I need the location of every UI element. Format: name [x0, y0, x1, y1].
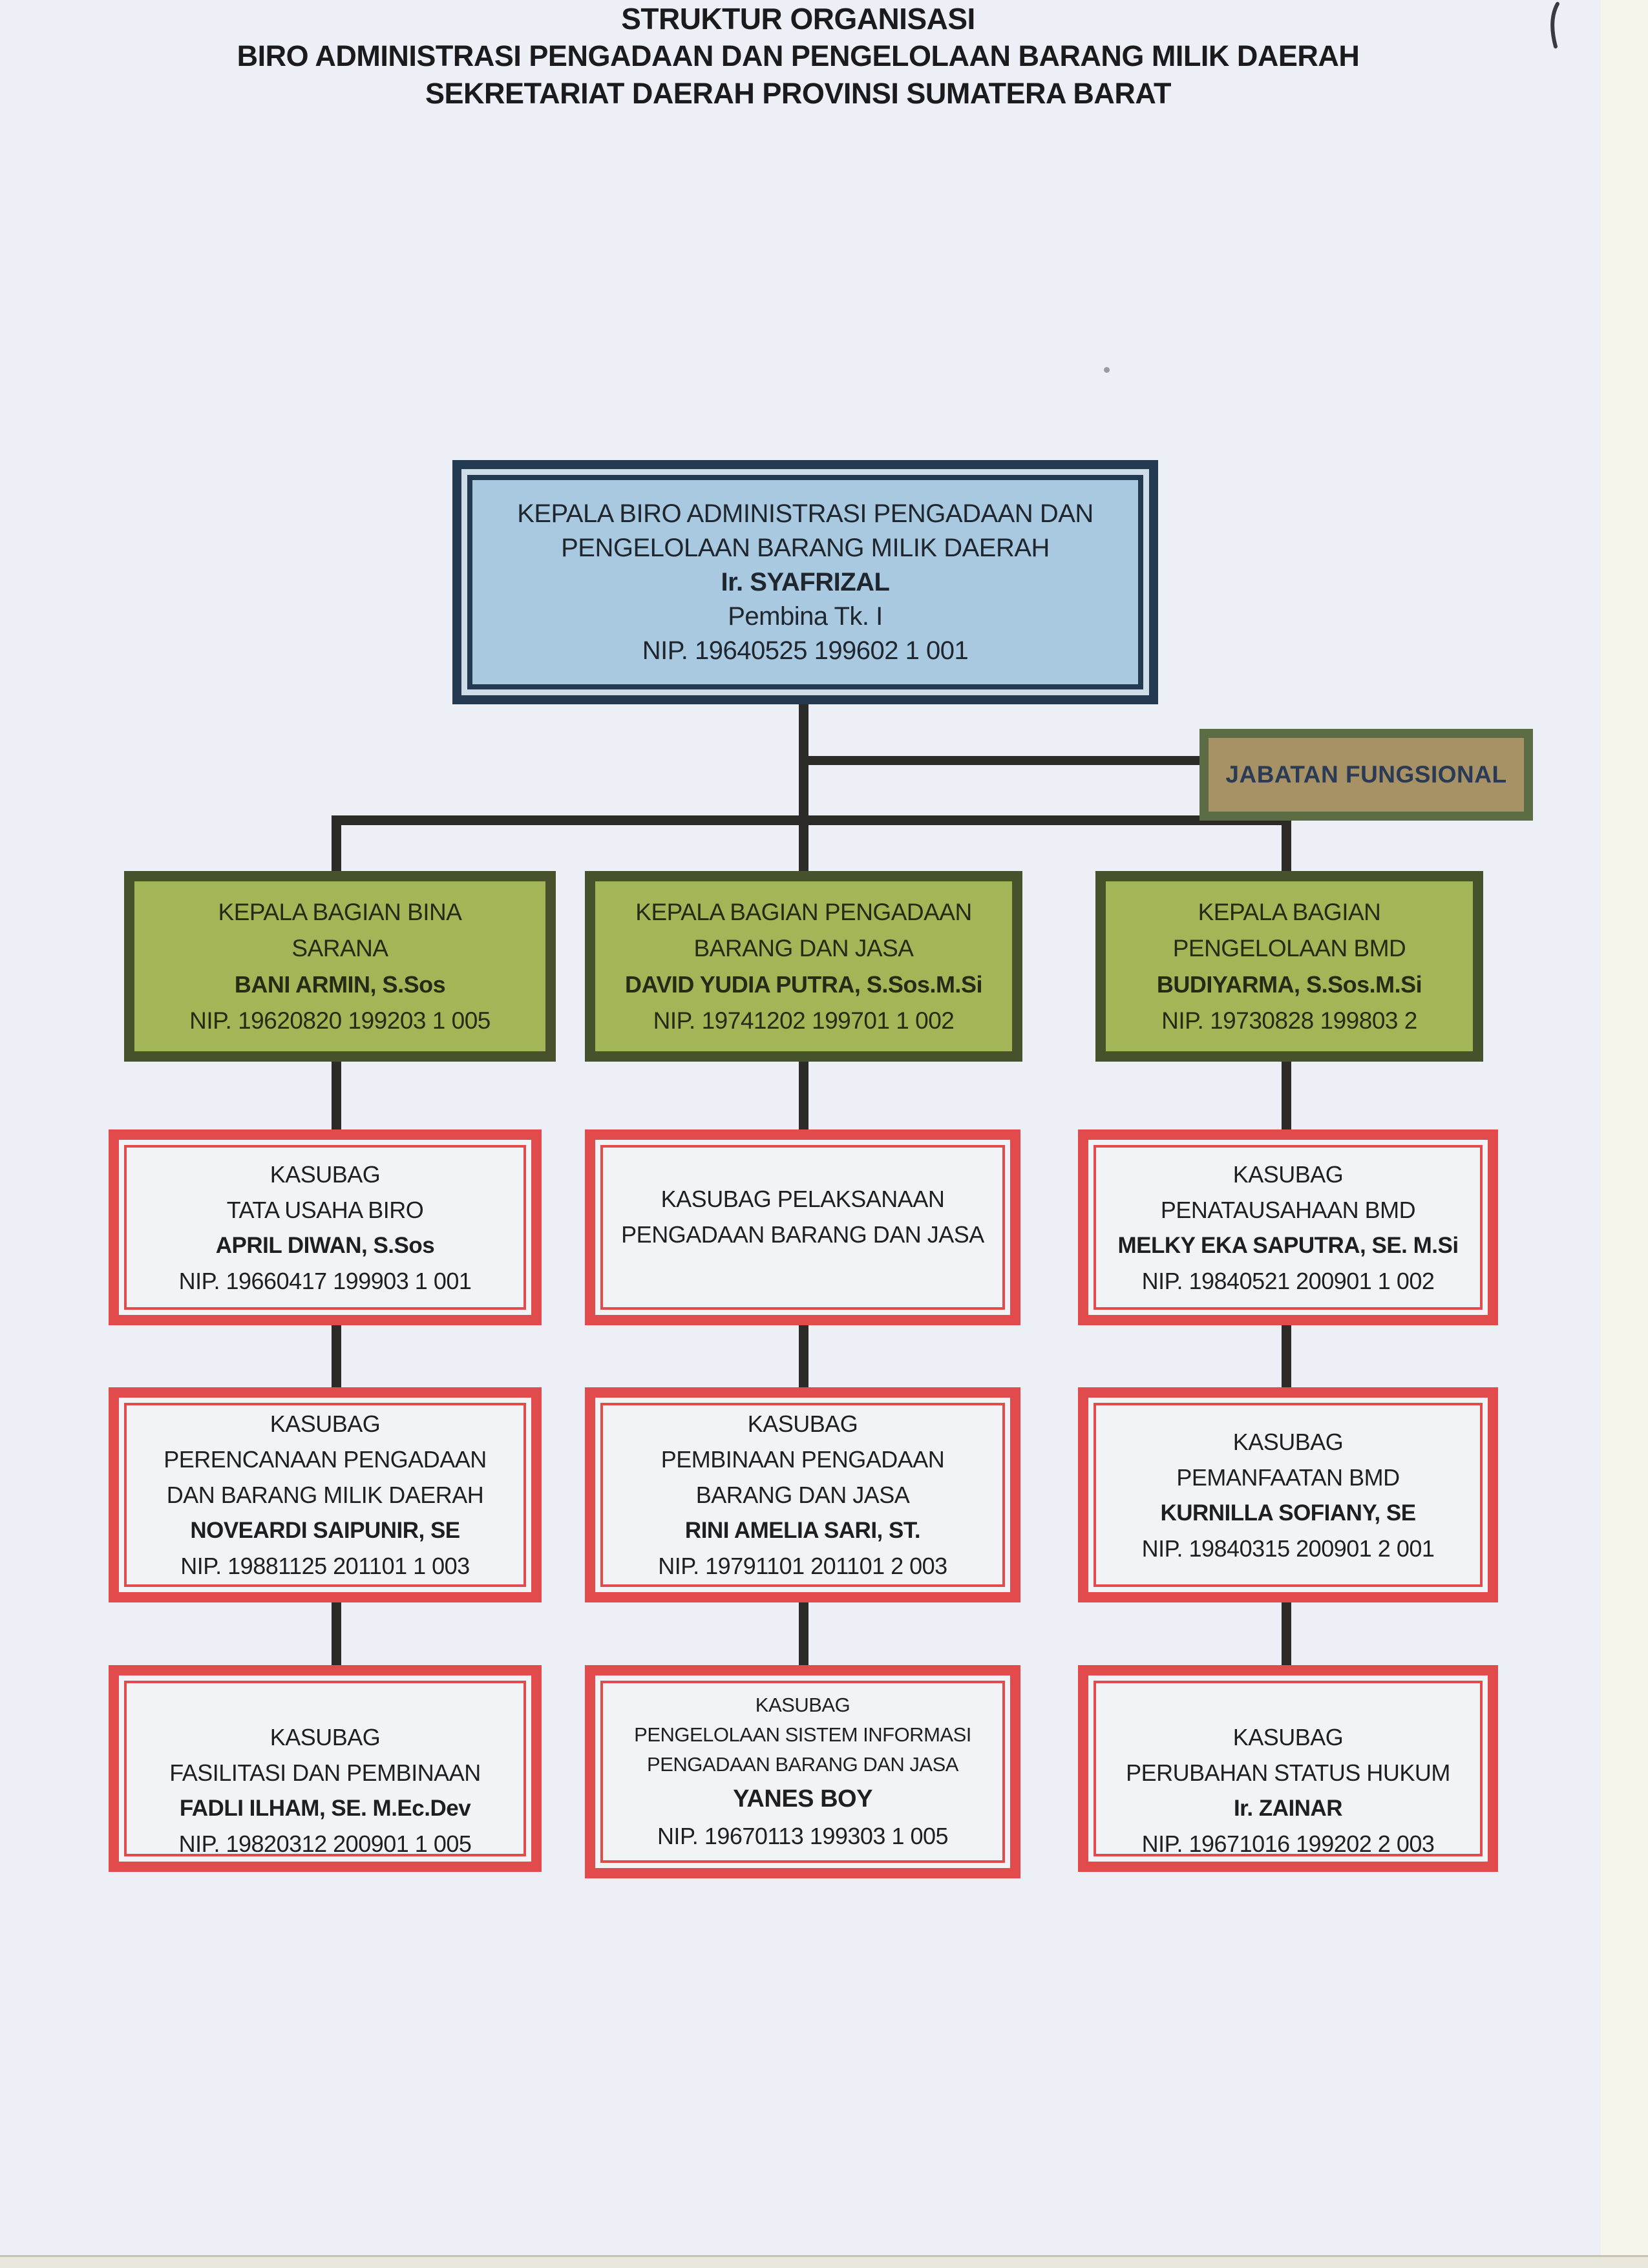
org-box-kepala-biro [452, 460, 1158, 704]
connector-col3-row3 [1282, 1602, 1291, 1665]
org-title-line: SARANA [291, 934, 388, 961]
org-box-kasubag-perubahan-status-hukum [1078, 1665, 1498, 1872]
person-nip: NIP. 19671016 199202 2 003 [1141, 1831, 1435, 1857]
person-nip: NIP. 19840315 200901 2 001 [1141, 1535, 1435, 1562]
connector-col2-row3 [799, 1602, 808, 1665]
person-name: RINI AMELIA SARI, ST. [684, 1518, 921, 1543]
org-title-kepala-biro: KEPALA BIRO ADMINISTRASI PENGADAAN DAN PENGELOLAAN BARANG MILIK DAERAH [517, 499, 1093, 562]
connector-col2-row2 [799, 1325, 808, 1387]
person-nip: NIP. 19741202 199701 1 002 [653, 1007, 955, 1034]
person-nip: NIP. 19840521 200901 1 002 [1141, 1267, 1435, 1294]
org-title-line: KEPALA BAGIAN [1198, 898, 1381, 925]
org-box-kasubag-pemanfaatan-bmd [1078, 1387, 1498, 1602]
org-title-line: PEMBINAAN PENGADAAN [660, 1446, 945, 1473]
person-name: BUDIYARMA, S.Sos.M.Si [1156, 971, 1422, 998]
org-title-line: KASUBAG [269, 1411, 381, 1437]
org-title-line: KASUBAG [1232, 1428, 1344, 1455]
org-title-line: PENGELOLAAN SISTEM INFORMASI [634, 1723, 971, 1746]
org-title-line: KEPALA BAGIAN PENGADAAN [635, 898, 972, 925]
org-box-kasubag-perencanaan-pengadaan [109, 1387, 542, 1602]
connector-level2-horizontal [332, 815, 1291, 825]
org-title-line: PERENCANAAN PENGADAAN [164, 1446, 487, 1473]
org-box-bagian-bina-sarana [124, 871, 556, 1062]
org-box-kasubag-pengelolaan-sistem-informasi [585, 1665, 1020, 1878]
person-name: DAVID YUDIA PUTRA, S.Sos.M.Si [625, 971, 982, 998]
org-title-line: PENATAUSAHAAN BMD [1160, 1196, 1416, 1223]
person-name-kepala-biro: Ir. SYAFRIZAL [721, 567, 890, 596]
connector-col1-row3 [332, 1602, 341, 1665]
scan-bottom-strip [0, 2255, 1648, 2268]
person-name: NOVEARDI SAIPUNIR, SE [190, 1518, 460, 1543]
org-title-line: DAN BARANG MILIK DAERAH [166, 1482, 484, 1508]
connector-col2-row1 [799, 1062, 808, 1131]
org-title-line: KASUBAG [1232, 1724, 1344, 1750]
person-nip: NIP. 19791101 201101 2 003 [658, 1553, 947, 1579]
person-nip-kepala-biro: NIP. 19640525 199602 1 001 [642, 636, 969, 665]
person-name: YANES BOY [733, 1785, 872, 1812]
org-box-kasubag-penatausahaan-bmd [1078, 1129, 1498, 1325]
org-title-line: BARANG DAN JASA [693, 934, 914, 961]
person-name: BANI ARMIN, S.Sos [234, 971, 446, 998]
org-title-line: PERUBAHAN STATUS HUKUM [1126, 1759, 1450, 1786]
org-box-kasubag-tata-usaha-biro [109, 1129, 542, 1325]
org-title-line: KASUBAG PELAKSANAAN [660, 1186, 945, 1212]
org-box-jabatan-fungsional [1199, 729, 1533, 821]
person-nip: NIP. 19670113 199303 1 005 [657, 1822, 949, 1849]
org-title-line: PENGELOLAAN BMD [1172, 934, 1406, 961]
connector-functional-branch [803, 756, 1199, 765]
person-nip: NIP. 19620820 199203 1 005 [189, 1007, 491, 1034]
person-nip: NIP. 19820312 200901 1 005 [178, 1831, 472, 1857]
org-box-kepala-biro-inner [467, 475, 1143, 689]
connector-head-vertical [799, 703, 808, 871]
person-name: KURNILLA SOFIANY, SE [1160, 1500, 1416, 1526]
person-nip: NIP. 19881125 201101 1 003 [180, 1553, 470, 1579]
connector-col3-row1 [1282, 1062, 1291, 1131]
org-box-kasubag-fasilitasi-pembinaan [109, 1665, 542, 1872]
org-title-line: KASUBAG [747, 1411, 858, 1437]
person-name: Ir. ZAINAR [1233, 1796, 1343, 1821]
org-title-line: KASUBAG [1232, 1160, 1344, 1188]
org-box-kasubag-pembinaan-pengadaan [585, 1387, 1020, 1602]
org-title-line: KASUBAG [269, 1724, 381, 1750]
document-title-line-1: STRUKTUR ORGANISASI [621, 2, 975, 36]
person-rank-kepala-biro: Pembina Tk. I [728, 602, 883, 631]
person-name: APRIL DIWAN, S.Sos [215, 1232, 435, 1258]
person-name: MELKY EKA SAPUTRA, SE. M.Si [1117, 1232, 1459, 1258]
scan-speck [1104, 367, 1110, 373]
document-title-line-2: BIRO ADMINISTRASI PENGADAAN DAN PENGELOLAAN BARANG MILIK DAERAH [237, 39, 1360, 72]
org-title-line: PEMANFAATAN BMD [1176, 1464, 1400, 1491]
org-title-line: BARANG DAN JASA [695, 1482, 910, 1508]
org-title-line: FASILITASI DAN PEMBINAAN [169, 1759, 481, 1786]
connector-drop-bagian-1 [332, 815, 341, 872]
pen-mark [1538, 1, 1567, 49]
connector-col3-row2 [1282, 1325, 1291, 1387]
person-name: FADLI ILHAM, SE. M.Ec.Dev [179, 1796, 471, 1821]
org-box-kasubag-pelaksanaan-pengadaan [585, 1129, 1020, 1325]
org-title-line: KASUBAG [755, 1693, 850, 1716]
connector-col1-row2 [332, 1325, 341, 1387]
person-nip: NIP. 19730828 199803 2 [1161, 1007, 1417, 1034]
org-title-line: PENGADAAN BARANG DAN JASA [647, 1752, 958, 1776]
org-title-line: KEPALA BAGIAN BINA [218, 898, 462, 925]
org-title-line: TATA USAHA BIRO [226, 1196, 424, 1223]
org-box-bagian-pengadaan-barang-jasa [585, 871, 1022, 1062]
person-nip: NIP. 19660417 199903 1 001 [178, 1267, 472, 1294]
scan-edge-strip [1601, 0, 1648, 2268]
document-title-line-3: SEKRETARIAT DAERAH PROVINSI SUMATERA BARAT [425, 77, 1171, 110]
jabatan-fungsional-label: JABATAN FUNGSIONAL [1225, 761, 1507, 788]
org-box-bagian-pengelolaan-bmd [1095, 871, 1483, 1062]
org-title-line: KASUBAG [269, 1160, 381, 1188]
connector-col1-row1 [332, 1062, 341, 1131]
document-title [0, 0, 1596, 112]
connector-drop-bagian-3 [1282, 815, 1291, 872]
org-title-line: PENGADAAN BARANG DAN JASA [621, 1221, 984, 1248]
